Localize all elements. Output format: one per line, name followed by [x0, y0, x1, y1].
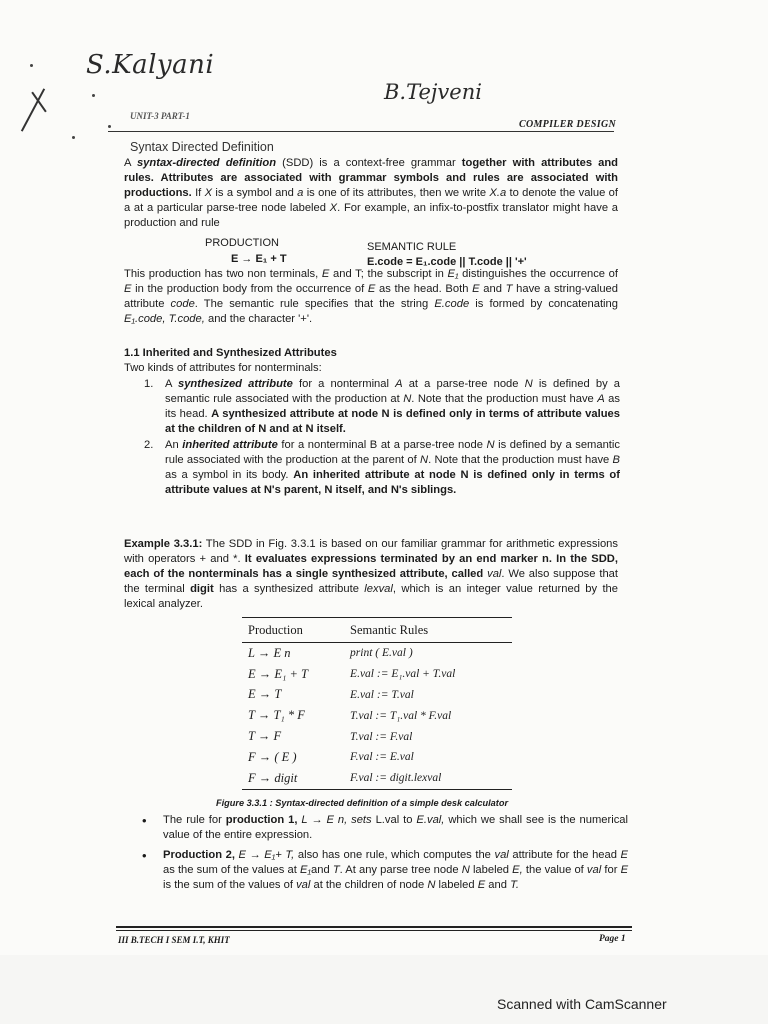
table-row: E → E₁ + T E.val := E₁.val + T.val: [248, 666, 456, 681]
course-label: COMPILER DESIGN: [519, 119, 617, 130]
sdd-table: [242, 617, 512, 790]
bullet-list: [142, 813, 628, 898]
col-production: Production: [242, 618, 344, 643]
list-item: 2. An inherited attribute for a nonterminal B at a parse-tree node N is defined by a semantic rule associated with the production at the parent of N. Note that the production must have B as a symbol in its body. An inherited attribute at node N is defined only in terms of attribute values at N's parent, N itself, and N's siblings.: [144, 439, 620, 496]
subsection-title: 1.1 Inherited and Synthesized Attributes: [124, 347, 337, 359]
unit-label: UNIT-3 PART-1: [130, 111, 190, 121]
speck: [92, 94, 95, 97]
list-item: 1. A synthesized attribute for a nonterminal A at a parse-tree node N is defined by a semantic rule associated with the production at N. Note that the production must have A as its head. A synthesized attribute at node N is defined only in terms of attribute values at the children of N and at N itself.: [144, 378, 620, 435]
list-item: • The rule for production 1, L → E n, sets L.val to E.val, which we shall see is the numerical value of the entire expression.: [142, 813, 628, 843]
table-row: E → T E.val := T.val: [248, 687, 414, 702]
footer-course: III B.TECH I SEM I.T, KHIT: [118, 935, 230, 945]
speck: [108, 125, 111, 128]
table-row: F → digit F.val := digit.lexval: [242, 768, 512, 789]
student-name-handwriting: S.Kalyani: [86, 50, 215, 80]
table-row: T → F T.val := F.val: [248, 729, 413, 744]
subsection-block: [124, 346, 618, 376]
table-row: T → T₁ * F T.val := T₁.val * F.val: [248, 708, 452, 723]
footer-rule: [116, 930, 632, 931]
teacher-name-handwriting: B.Tejveni: [384, 80, 482, 104]
table-row: L → E n print ( E.val ): [248, 645, 413, 660]
production-example: E → E₁ + T: [231, 253, 287, 265]
col-semantic-rules: Semantic Rules: [344, 618, 512, 643]
figure-caption: Figure 3.3.1 : Syntax-directed definition of a simple desk calculator: [216, 798, 509, 808]
semantic-rule-heading: SEMANTIC RULE: [367, 241, 457, 253]
production-heading: PRODUCTION: [205, 237, 279, 249]
scanner-watermark: Scanned with CamScanner: [497, 996, 667, 1012]
section-title: Syntax Directed Definition: [130, 140, 274, 154]
semantic-rule-example: E.code = E₁.code || T.code || '+': [367, 256, 527, 268]
page-number: Page 1: [599, 934, 626, 944]
example-paragraph: Example 3.3.1: The SDD in Fig. 3.3.1 is based on our familiar grammar for arithmetic expressions with operators + and *. It evaluates expressions terminated by an end marker n. In the SDD, each of the nonterminals has a single synthesized attribute, called val. We also suppose that the terminal digit has a synthesized attribute lexval, which is an integer value returned by the lexical analyzer.: [124, 538, 619, 610]
table-row: F → ( E ) F.val := E.val: [248, 749, 414, 764]
speck: [72, 136, 75, 139]
subsection-lead: Two kinds of attributes for nonterminals:: [124, 362, 322, 374]
footer-rule: [116, 926, 632, 928]
speck: [30, 64, 33, 67]
header-rule: [108, 131, 614, 132]
numbered-list: [144, 377, 620, 498]
intro-paragraph: A syntax-directed definition (SDD) is a context-free grammar together with attributes and rules. Attributes are associated with grammar symbols and rules are associated with productions. If X is a symbol and a is one of its attributes, then we write X.a to denote the value of a at a particular parse-tree node labeled X. For example, an infix-to-postfix translator might have a production and rule: [124, 157, 619, 229]
list-item: • Production 2, E → E₁+ T, also has one rule, which computes the val attribute for the head E as the sum of the values at E₁and T. At any parse tree node N labeled E, the value of val for E is the sum of the values of val at the children of node N labeled E and T.: [142, 848, 628, 893]
production-explanation: This production has two non terminals, E and T; the subscript in E₁ distinguishes the occurrence of E in the production body from the occurrence of E as the head. Both E and T have a string-valued attribute code. The semantic rule specifies that the string E.code is formed by concatenating E₁.code, T.code, and the character '+'.: [124, 268, 619, 325]
